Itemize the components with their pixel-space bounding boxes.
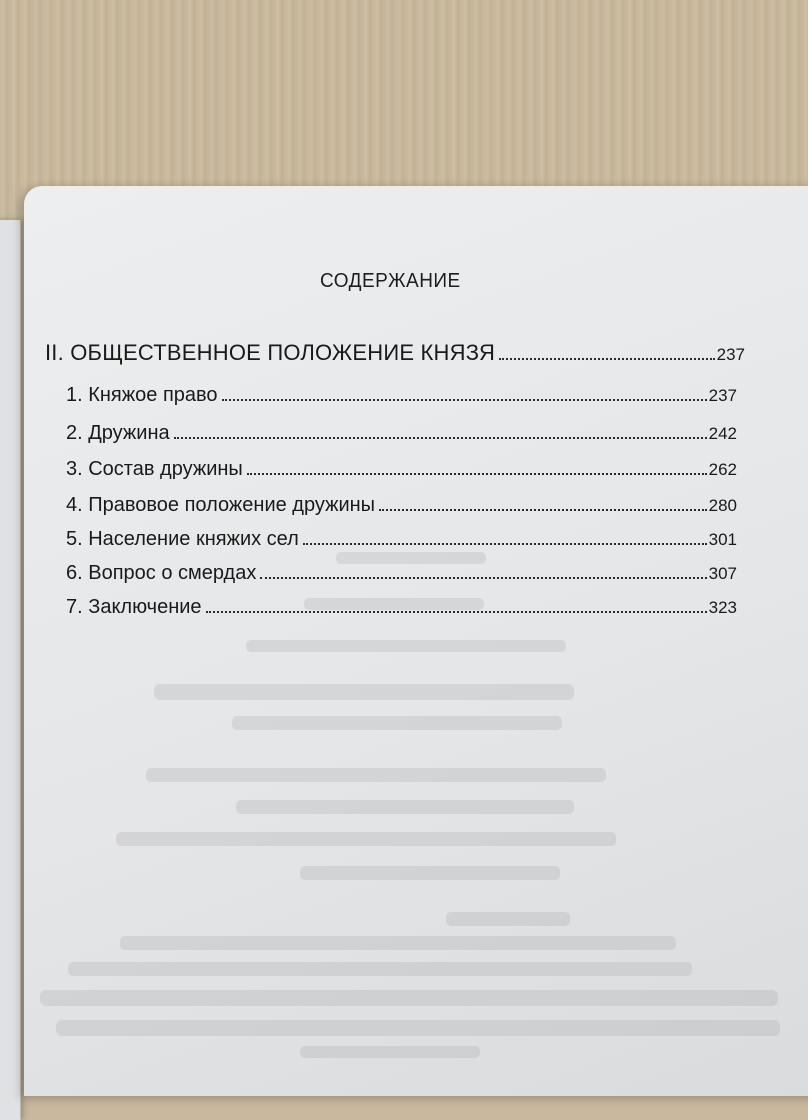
toc-chapter-label: II. ОБЩЕСТВЕННОЕ ПОЛОЖЕНИЕ КНЯЗЯ — [45, 340, 496, 365]
toc-entry — [66, 494, 737, 517]
toc-entry — [66, 422, 737, 445]
toc-entry-page: 242 — [708, 424, 737, 443]
dot-leader — [303, 543, 707, 545]
toc-entry — [66, 562, 737, 585]
dot-leader — [222, 399, 707, 401]
toc-entry-page: 307 — [708, 564, 737, 583]
toc-entry-label: 6. Вопрос о смердах — [66, 562, 257, 584]
toc-entry — [66, 596, 737, 619]
toc-entry-label: 2. Дружина — [66, 422, 170, 444]
toc-chapter — [45, 340, 745, 366]
toc-entry-label: 5. Население княжих сел — [66, 528, 299, 550]
dot-leader — [174, 437, 707, 439]
toc-entry-page: 301 — [708, 530, 737, 549]
toc-entry-label: 7. Заключение — [66, 596, 202, 618]
dot-leader — [379, 509, 707, 511]
toc-entry-page: 237 — [708, 386, 737, 405]
dot-leader — [247, 473, 707, 475]
toc-heading: СОДЕРЖАНИЕ — [320, 270, 461, 292]
book-page — [24, 186, 808, 1096]
toc-entry — [66, 528, 737, 551]
previous-page-edge — [0, 220, 21, 1120]
dot-leader — [499, 358, 715, 360]
dot-leader — [260, 577, 706, 579]
toc-entry-label: 3. Состав дружины — [66, 458, 243, 480]
toc-entry-label: 4. Правовое положение дружины — [66, 494, 376, 516]
toc-entry-page: 323 — [708, 598, 737, 617]
toc-entry — [66, 384, 737, 407]
toc-entry-label: 1. Княжое право — [66, 384, 218, 406]
toc-entry — [66, 458, 737, 481]
toc-entry-page: 280 — [708, 496, 737, 515]
toc-entry-page: 262 — [708, 460, 737, 479]
toc-chapter-page: 237 — [716, 345, 745, 364]
dot-leader — [206, 611, 707, 613]
